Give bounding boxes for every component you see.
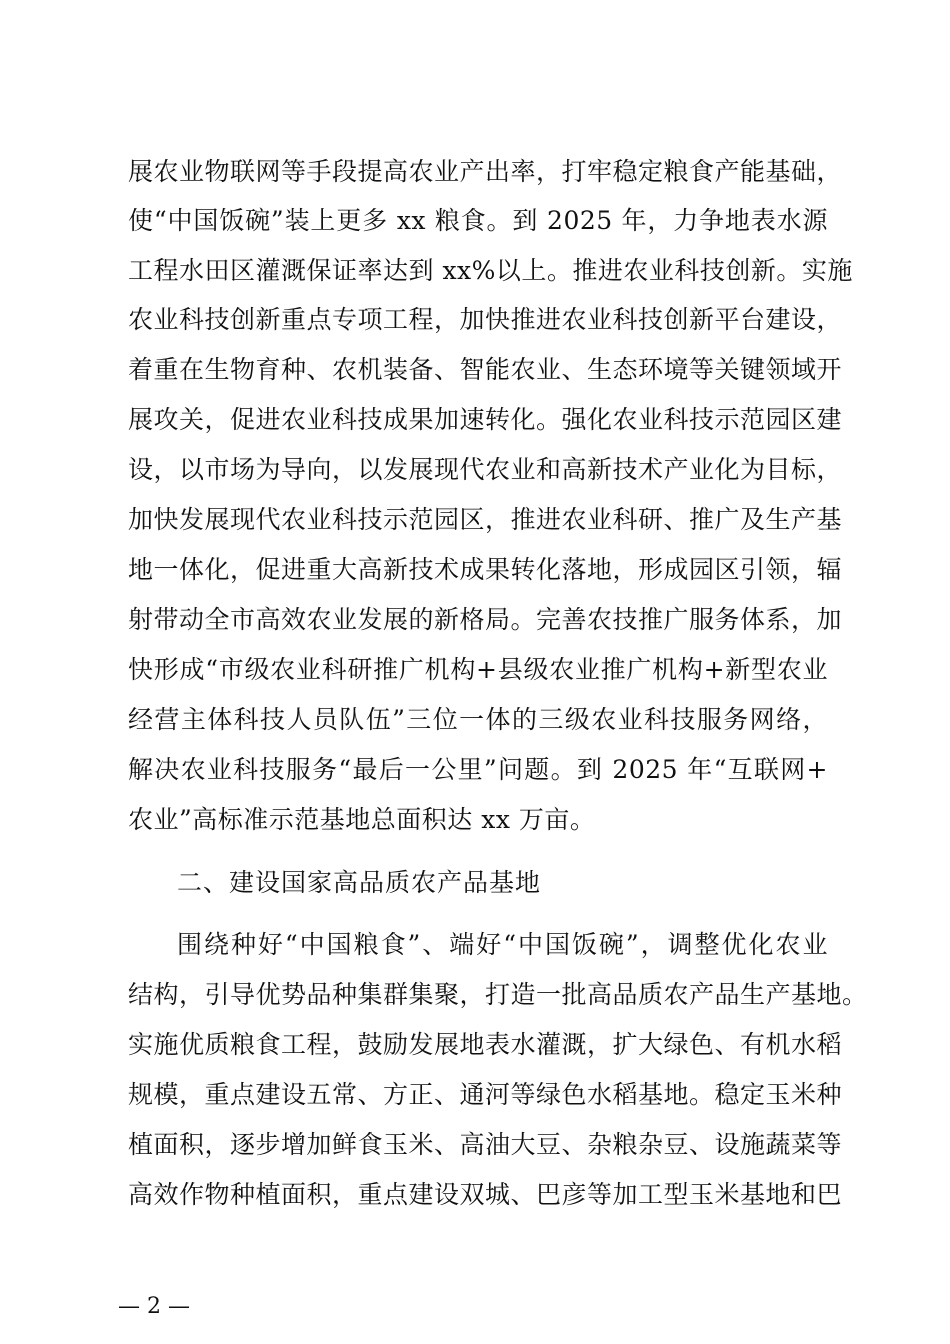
paragraph-line: 展农业物联网等手段提高农业产出率，打牢稳定粮食产能基础， (128, 157, 843, 186)
paragraph-line: 结构，引导优势品种集群集聚，打造一批高品质农产品生产基地。 (128, 980, 868, 1009)
paragraph-line: 着重在生物育种、农机装备、智能农业、生态环境等关键领域开 (128, 355, 843, 384)
paragraph-line: 实施优质粮食工程，鼓励发展地表水灌溉，扩大绿色、有机水稻 (128, 1030, 843, 1059)
paragraph-line: 快形成“市级农业科研推广机构+县级农业推广机构+新型农业 (128, 655, 828, 684)
paragraph-line: 设，以市场为导向，以发展现代农业和高新技术产业化为目标， (128, 455, 843, 484)
paragraph-line: 展攻关，促进农业科技成果加速转化。强化农业科技示范园区建 (128, 405, 843, 434)
paragraph-line: 射带动全市高效农业发展的新格局。完善农技推广服务体系，加 (128, 605, 843, 634)
paragraph-line: 植面积，逐步增加鲜食玉米、高油大豆、杂粮杂豆、设施蔬菜等 (128, 1130, 843, 1159)
paragraph-line: 经营主体科技人员队伍”三位一体的三级农业科技服务网络， (128, 705, 828, 734)
paragraph-line: 工程水田区灌溉保证率达到 xx%以上。推进农业科技创新。实施 (128, 256, 853, 285)
paragraph-line: 农业科技创新重点专项工程，加快推进农业科技创新平台建设， (128, 305, 843, 334)
page-number: — 2 — (118, 1294, 190, 1319)
paragraph-line: 解决农业科技服务“最后一公里”问题。到 2025 年“互联网+ (128, 755, 828, 784)
paragraph-line: 使“中国饭碗”装上更多 xx 粮食。到 2025 年，力争地表水源 (128, 206, 828, 235)
paragraph-line: 规模，重点建设五常、方正、通河等绿色水稻基地。稳定玉米种 (128, 1080, 843, 1109)
paragraph-line: 加快发展现代农业科技示范园区，推进农业科研、推广及生产基 (128, 505, 843, 534)
paragraph-line: 高效作物种植面积，重点建设双城、巴彦等加工型玉米基地和巴 (128, 1180, 843, 1209)
paragraph-line: 地一体化，促进重大高新技术成果转化落地，形成园区引领，辐 (128, 555, 843, 584)
section-heading: 二、建设国家高品质农产品基地 (177, 868, 542, 897)
paragraph-line: 农业”高标准示范基地总面积达 xx 万亩。 (128, 805, 596, 834)
paragraph-line: 围绕种好“中国粮食”、端好“中国饭碗”，调整优化农业 (177, 930, 828, 959)
